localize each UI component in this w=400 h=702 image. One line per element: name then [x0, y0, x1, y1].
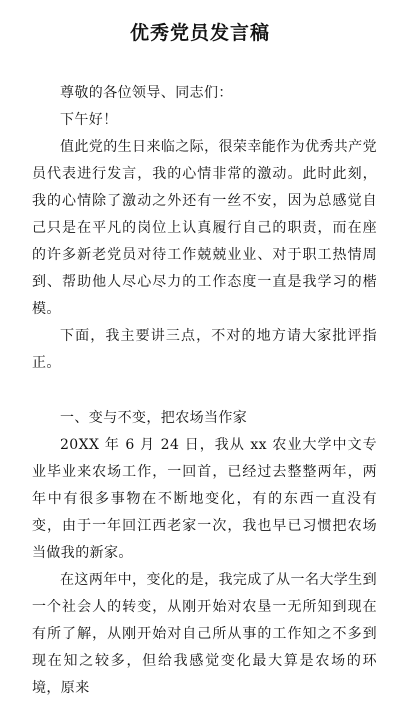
section-heading: 一、变与不变，把农场当作家	[60, 410, 248, 426]
paragraph: 在这两年中，变化的是，我完成了从一名大学生到一个社会人的转变，从刚开始对农垦一无所知到现在有所了解，从刚开始对自己所从事的工作知之不多到现在知之较多，但给我感觉变化最大算是农场的环境，原来	[32, 572, 377, 696]
paragraph: 下面，我主要讲三点，不对的地方请大家批评指正。	[32, 328, 377, 371]
paragraph: 值此党的生日来临之际，很荣幸能作为优秀共产党员代表进行发言，我的心情非常的激动。此时此刻，我的心情除了激动之外还有一丝不安，因为总感觉自己只是在平凡的岗位上认真履行自己的职责，而在座的许多新老党员对待工作兢兢业业、对于职工热情周到、帮助他人尽心尽力的工作态度一直是我学习的楷模。	[32, 139, 377, 317]
salutation: 尊敬的各位领导、同志们：	[60, 85, 233, 101]
paragraph: 20XX 年 6 月 24 日，我从 xx 农业大学中文专业毕业来农场工作，一回首，已经过去整整两年，两年中有很多事物在不断地变化，有的东西一直没有变，由于一年回江西老家一次，我也早已习惯把农场当做我的新家。	[32, 437, 377, 561]
spacer	[32, 377, 377, 405]
greeting: 下午好！	[60, 112, 118, 128]
document-title: 优秀党员发言稿	[129, 22, 270, 44]
document-body	[32, 80, 377, 702]
